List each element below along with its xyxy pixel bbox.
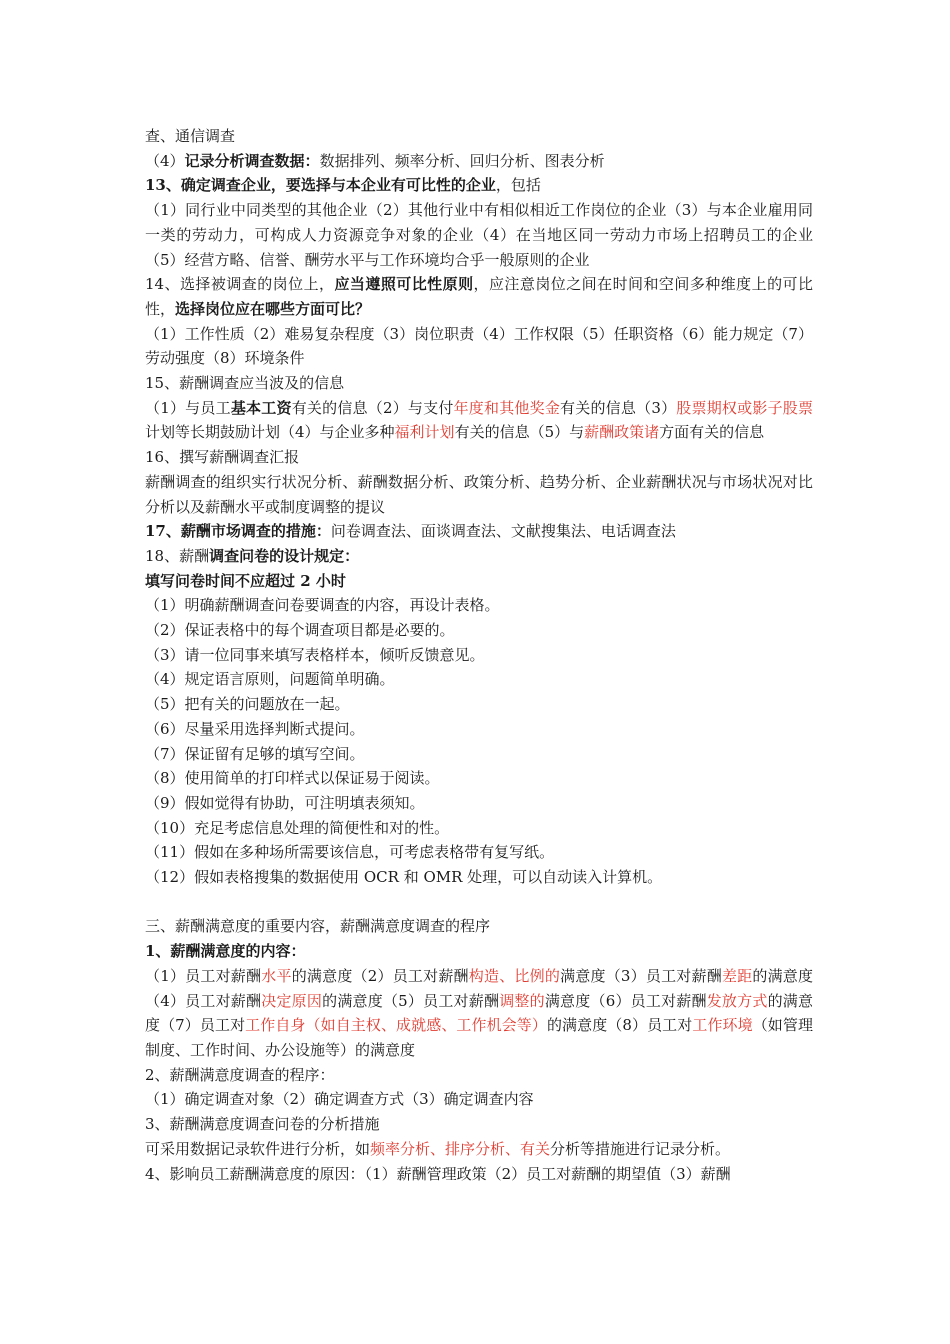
red-text: 差距: [721, 966, 753, 985]
red-text: 薪酬政策诸: [584, 423, 660, 442]
heading-13: [145, 173, 813, 198]
paragraph-3-3: [145, 1137, 813, 1162]
list-item: （12）假如表格搜集的数据使用 OCR 和 OMR 处理，可以自动读入计算机。: [145, 868, 663, 887]
red-text: 工作自身（如自主权、成就感、工作机会等）: [245, 1016, 547, 1035]
list-item: （1）明确薪酬调查问卷要调查的内容，再设计表格。: [145, 596, 500, 615]
section-3-title: 三、薪酬满意度的重要内容，薪酬满意度调查的程序: [145, 917, 491, 936]
text: （如管理制度、工作时间、办公设施等）的满意度: [145, 1016, 813, 1059]
text: 18、薪酬: [145, 546, 210, 565]
text: ，包括: [495, 176, 541, 195]
list-item: （2）保证表格中的每个调查项目都是必要的。: [145, 621, 455, 640]
red-text: 频率分析、排序分析、有关: [370, 1139, 551, 1158]
red-text: 年度和其他奖金: [453, 398, 561, 417]
text: 的满意度（8）员工对: [546, 1016, 693, 1035]
heading-14: [145, 272, 813, 321]
heading-3-2: 2、薪酬满意度调查的程序：: [145, 1065, 335, 1084]
heading-3-3: 3、薪酬满意度调查问卷的分析措施: [145, 1115, 380, 1134]
paragraph-3-2: （1）确定调查对象（2）确定调查方式（3）确定调查内容: [145, 1090, 534, 1109]
list-item: （7）保证留有足够的填写空间。: [145, 744, 365, 763]
list-item: （10）充足考虑信息处理的简便性和对的性。: [145, 818, 450, 837]
heading-15: 15、薪酬调查应当波及的信息: [145, 374, 345, 393]
text: （1）与员工: [145, 398, 231, 417]
red-text: 工作环境: [692, 1016, 753, 1035]
text-line: [145, 149, 813, 174]
document-body: [145, 124, 813, 1186]
text: 计划等长期鼓励计划（4）与企业多种: [145, 423, 395, 442]
red-text: 发放方式: [706, 991, 768, 1010]
list-item: （6）尽量采用选择判断式提问。: [145, 719, 365, 738]
red-text: 调整的: [499, 991, 545, 1010]
heading-3-1: 1、薪酬满意度的内容：: [145, 942, 306, 961]
red-text: 水平: [261, 966, 292, 985]
list-item: （3）请一位同事来填写表格样本，倾听反馈意见。: [145, 645, 485, 664]
list-item: （5）把有关的问题放在一起。: [145, 695, 350, 714]
heading-17: [145, 519, 813, 544]
text: （1）员工对薪酬: [145, 966, 262, 985]
bold-text: 选择岗位应在哪些方面可比？: [175, 299, 371, 318]
text: 分析等措施进行记录分析。: [550, 1139, 731, 1158]
red-text: 决定原因: [261, 991, 323, 1010]
list-item: （11）假如在多种场所需要该信息，可考虑表格带有复写纸。: [145, 843, 555, 862]
list-item: （4）规定语言原则，问题简单明确。: [145, 670, 395, 689]
paragraph-3-1: [145, 964, 813, 1063]
red-text: 构造、比例的: [468, 966, 561, 985]
text-line: [145, 124, 813, 149]
text: 的满意度（4）员工对薪酬: [145, 966, 814, 1010]
red-text: 股票期权或影子股票: [676, 398, 813, 417]
list-item: （8）使用简单的打印样式以保证易于阅读。: [145, 769, 440, 788]
bold-text: 应当遵照可比性原则: [334, 275, 474, 294]
text: 有关的信息（5）与: [454, 423, 585, 442]
time-limit-note: 填写问卷时间不应超过 2 小时: [145, 571, 346, 590]
text: 有关的信息（2）与支付: [291, 398, 454, 417]
red-text: 福利计划: [394, 423, 455, 442]
text: 问卷调查法、面谈调查法、文献搜集法、电话调查法: [330, 522, 676, 541]
text: （4）: [145, 151, 185, 170]
text: 满意度（6）员工对薪酬: [544, 991, 707, 1010]
paragraph-14: （1）工作性质（2）难易复杂程度（3）岗位职责（4）工作权限（5）任职资格（6）能力规定（7）劳动强度（8）环境条件: [145, 324, 813, 368]
bold-text: 调查问卷的设计规定：: [209, 546, 360, 565]
text: 14、选择被调查的岗位上，: [145, 275, 335, 294]
text: 有关的信息（3）: [560, 398, 677, 417]
heading-18: [145, 544, 813, 569]
bold-text: 记录分析调查数据：: [184, 151, 320, 170]
paragraph-13: （1）同行业中同类型的其他企业（2）其他行业中有相似相近工作岗位的企业（3）与本企业雇用同一类的劳动力，可构成人力资源竞争对象的企业（4）在当地区同一劳动力市场上招聘员工的企业（5）经营方略、信誉、酬劳水平与工作环境均合乎一般原则的企业: [145, 201, 813, 269]
paragraph-15: [145, 396, 813, 445]
text: 查、通信调查: [145, 127, 236, 145]
heading-16: 16、撰写薪酬调查汇报: [145, 448, 300, 467]
bold-text: 基本工资: [230, 398, 292, 417]
text: 的满意度（2）员工对薪酬: [291, 966, 469, 985]
text: 可采用数据记录软件进行分析，如: [145, 1139, 371, 1158]
text: ，应注意岗位之间在时间和空间多种维度上的可比性，: [145, 275, 813, 318]
text: 满意度（3）员工对薪酬: [560, 966, 722, 985]
heading-3-4: 4、影响员工薪酬满意度的原因：（1）薪酬管理政策（2）员工对薪酬的期望值（3）薪酬: [145, 1164, 731, 1183]
paragraph-16: 薪酬调查的组织实行状况分析、薪酬数据分析、政策分析、趋势分析、企业薪酬状况与市场状况对比分析以及薪酬水平或制度调整的提议: [145, 472, 813, 516]
text: 的满意度（5）员工对薪酬: [322, 991, 500, 1010]
text: 数据排列、频率分析、回归分析、图表分析: [319, 151, 605, 170]
bold-text: 13、确定调查企业，要选择与本企业有可比性的企业: [145, 176, 496, 195]
text: 的满意度（7）员工对: [145, 991, 814, 1035]
text: 方面有关的信息: [659, 423, 765, 442]
blank-line: [145, 890, 813, 915]
list-item: （9）假如觉得有协助，可注明填表须知。: [145, 793, 425, 812]
bold-text: 17、薪酬市场调查的措施：: [145, 522, 331, 541]
